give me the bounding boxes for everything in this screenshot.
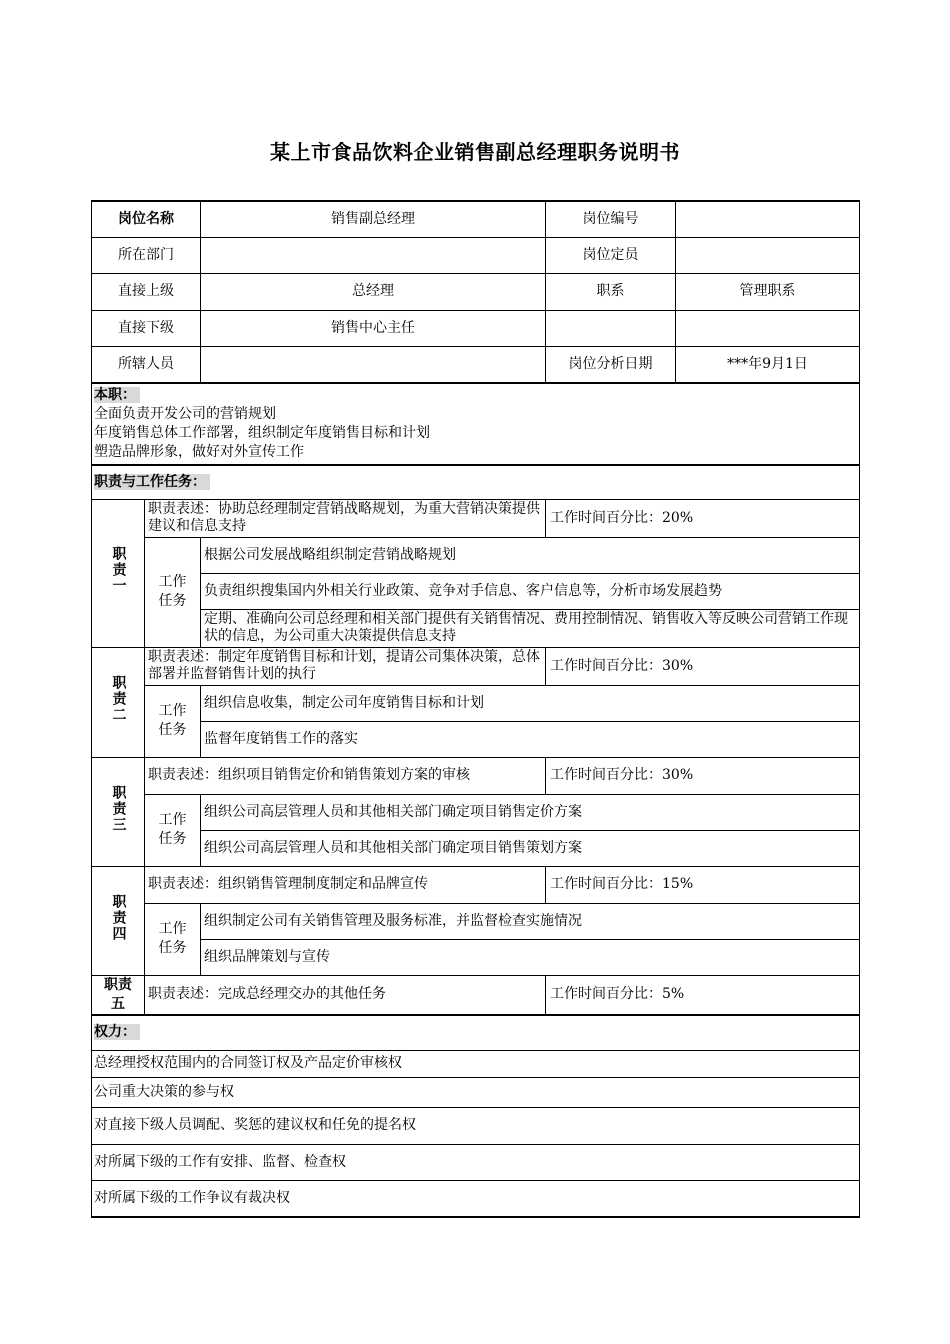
power-item: 总经理授权范围内的合同签订权及产品定价审核权 bbox=[92, 1050, 860, 1077]
dept-label: 所在部门 bbox=[92, 237, 201, 273]
duty-1-task: 定期、准确向公司总经理和相关部门提供有关销售情况、费用控制情况、销售收入等反映公司营销工作现状的信息，为公司重大决策提供信息支持 bbox=[201, 609, 860, 647]
duty-4-desc: 职责表述：组织销售管理制度制定和品牌宣传 bbox=[145, 866, 546, 903]
power-item: 对所属下级的工作有安排、监督、检查权 bbox=[92, 1144, 860, 1180]
duty-5-pct: 工作时间百分比：5% bbox=[546, 975, 860, 1015]
summary-line: 全面负责开发公司的营销规划 bbox=[94, 406, 276, 422]
power-item: 公司重大决策的参与权 bbox=[92, 1077, 860, 1107]
empty-cell bbox=[546, 310, 676, 346]
duties-heading-cell bbox=[92, 465, 860, 499]
date-value: ***年9月1日 bbox=[676, 346, 860, 383]
superior-value: 总经理 bbox=[201, 273, 546, 310]
subordinate-value: 销售中心主任 bbox=[201, 310, 546, 346]
duty-5-name bbox=[92, 975, 145, 1015]
powers-heading-cell bbox=[92, 1015, 860, 1050]
power-item: 对直接下级人员调配、奖惩的建议权和任免的提名权 bbox=[92, 1107, 860, 1144]
duty-4-work-label bbox=[145, 903, 201, 975]
duty-3-name-text: 职责三 bbox=[110, 784, 127, 833]
duty-1-task: 负责组织搜集国内外相关行业政策、竞争对手信息、客户信息等，分析市场发展趋势 bbox=[201, 573, 860, 609]
summary-line: 塑造品牌形象，做好对外宣传工作 bbox=[94, 444, 304, 460]
duty-4-task: 组织制定公司有关销售管理及服务标准，并监督检查实施情况 bbox=[201, 903, 860, 939]
dept-value bbox=[201, 237, 546, 273]
summary-line: 年度销售总体工作部署，组织制定年度销售目标和计划 bbox=[94, 425, 430, 441]
staff-value bbox=[201, 346, 546, 383]
series-label: 职系 bbox=[546, 273, 676, 310]
post-name-value: 销售副总经理 bbox=[201, 201, 546, 237]
summary-heading: 本职： bbox=[94, 387, 140, 403]
work-label-text: 工作任务 bbox=[158, 812, 187, 847]
duty-1-desc: 职责表述：协助总经理制定营销战略规划，为重大营销决策提供建议和信息支持 bbox=[145, 499, 546, 537]
duty-3-name bbox=[92, 757, 145, 866]
job-description-table bbox=[91, 200, 860, 1218]
duty-2-name-text: 职责二 bbox=[110, 675, 127, 723]
duty-4-name-text: 职责四 bbox=[110, 893, 127, 942]
series-value: 管理职系 bbox=[676, 273, 860, 310]
duty-4-pct: 工作时间百分比：15% bbox=[546, 866, 860, 903]
duty-3-pct: 工作时间百分比：30% bbox=[546, 757, 860, 794]
powers-heading: 权力： bbox=[94, 1024, 140, 1040]
duty-4-task: 组织品牌策划与宣传 bbox=[201, 939, 860, 975]
empty-cell bbox=[676, 310, 860, 346]
duty-3-desc: 职责表述：组织项目销售定价和销售策划方案的审核 bbox=[145, 757, 546, 794]
post-name-label: 岗位名称 bbox=[92, 201, 201, 237]
post-no-label: 岗位编号 bbox=[546, 201, 676, 237]
duty-4-name bbox=[92, 866, 145, 975]
date-label: 岗位分析日期 bbox=[546, 346, 676, 383]
duty-1-work-label bbox=[145, 537, 201, 647]
duty-2-name bbox=[92, 647, 145, 757]
duty-2-desc: 职责表述：制定年度销售目标和计划，提请公司集体决策，总体部署并监督销售计划的执行 bbox=[145, 647, 546, 685]
page-title: 某上市食品饮料企业销售副总经理职务说明书 bbox=[270, 140, 680, 164]
power-item: 对所属下级的工作争议有裁决权 bbox=[92, 1180, 860, 1217]
duty-3-task: 组织公司高层管理人员和其他相关部门确定项目销售定价方案 bbox=[201, 794, 860, 830]
superior-label: 直接上级 bbox=[92, 273, 201, 310]
post-no-value bbox=[676, 201, 860, 237]
duty-2-pct: 工作时间百分比：30% bbox=[546, 647, 860, 685]
duty-5-name-text: 职责五 bbox=[104, 976, 132, 1012]
quota-value bbox=[676, 237, 860, 273]
quota-label: 岗位定员 bbox=[546, 237, 676, 273]
duty-3-task: 组织公司高层管理人员和其他相关部门确定项目销售策划方案 bbox=[201, 830, 860, 866]
duty-1-task: 根据公司发展战略组织制定营销战略规划 bbox=[201, 537, 860, 573]
work-label-text: 工作任务 bbox=[158, 574, 187, 609]
duty-3-work-label bbox=[145, 794, 201, 866]
duty-1-name-text: 职责一 bbox=[110, 546, 127, 594]
duty-2-work-label bbox=[145, 685, 201, 757]
summary-section bbox=[92, 383, 860, 465]
work-label-text: 工作任务 bbox=[158, 703, 187, 738]
subordinate-label: 直接下级 bbox=[92, 310, 201, 346]
duty-2-task: 组织信息收集，制定公司年度销售目标和计划 bbox=[201, 685, 860, 721]
duty-1-pct: 工作时间百分比：20% bbox=[546, 499, 860, 537]
work-label-text: 工作任务 bbox=[158, 921, 187, 956]
duty-5-desc: 职责表述：完成总经理交办的其他任务 bbox=[145, 975, 546, 1015]
duty-1-name bbox=[92, 499, 145, 647]
duties-heading: 职责与工作任务： bbox=[94, 474, 210, 490]
duty-2-task: 监督年度销售工作的落实 bbox=[201, 721, 860, 757]
staff-label: 所辖人员 bbox=[92, 346, 201, 383]
